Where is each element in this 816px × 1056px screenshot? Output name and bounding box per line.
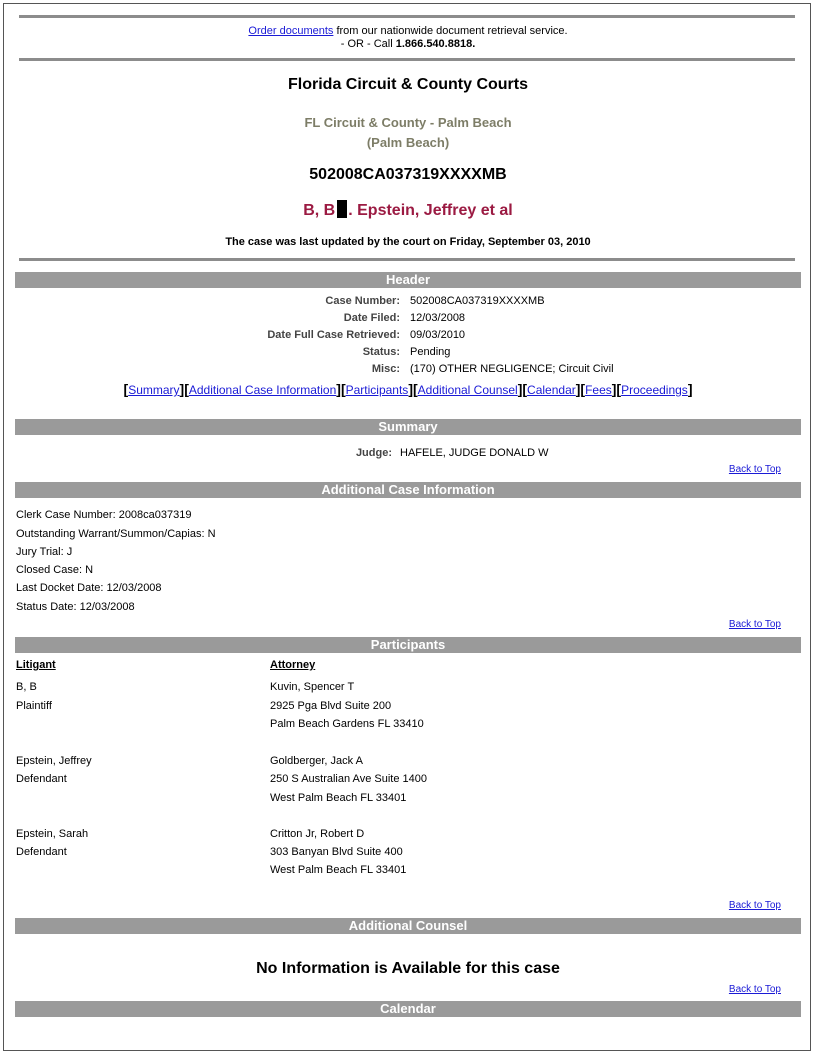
section-bar-participants: Participants [15, 637, 801, 653]
header-value: 12/03/2008 [410, 312, 466, 324]
phone-number: 1.866.540.8818. [395, 38, 476, 50]
section-bar-summary: Summary [15, 419, 801, 435]
attorney-column-header: Attorney [270, 659, 316, 671]
attorney-name: Goldberger, Jack A [270, 755, 363, 767]
info-line: Status Date: 12/03/2008 [16, 601, 135, 613]
header-label: Date Filed: [343, 312, 400, 324]
back-to-top-link[interactable]: Back to Top [728, 984, 781, 995]
court-name: Florida Circuit & County Courts [288, 76, 528, 93]
litigant-name: B, B [16, 681, 37, 693]
judge-label: Judge: [355, 447, 392, 459]
attorney-address-2: Palm Beach Gardens FL 33410 [270, 718, 424, 730]
info-line: Jury Trial: J [16, 546, 73, 558]
back-to-top-link[interactable]: Back to Top [728, 900, 781, 911]
attorney-address-1: 2925 Pga Blvd Suite 200 [270, 700, 392, 712]
header-value: 502008CA037319XXXXMB [410, 295, 545, 307]
litigant-column-header: Litigant [16, 659, 56, 671]
header-label: Case Number: [325, 295, 400, 307]
header-value: (170) OTHER NEGLIGENCE; Circuit Civil [410, 363, 614, 375]
case-caption [0, 200, 816, 220]
litigant-role: Defendant [16, 846, 67, 858]
header-value: 09/03/2010 [410, 329, 466, 341]
info-line: Last Docket Date: 12/03/2008 [16, 582, 162, 594]
section-bar-additional-counsel: Additional Counsel [15, 918, 801, 934]
court-division [0, 113, 816, 153]
order-text: from our nationwide document retrieval service. [333, 25, 568, 37]
attorney-address-1: 303 Banyan Blvd Suite 400 [270, 846, 403, 858]
litigant-role: Plaintiff [16, 700, 52, 712]
info-line: Outstanding Warrant/Summon/Capias: N [16, 528, 216, 540]
nav-additional-counsel-link[interactable]: Additional Counsel [417, 383, 518, 397]
litigant-role: Defendant [16, 773, 67, 785]
header-label: Status: [362, 346, 400, 358]
attorney-address-1: 250 S Australian Ave Suite 1400 [270, 773, 427, 785]
judge-value: HAFELE, JUDGE DONALD W [400, 447, 549, 459]
caption-right: . Epstein, Jeffrey et al [348, 202, 513, 219]
back-to-top-link[interactable]: Back to Top [728, 619, 781, 630]
order-documents-link[interactable]: Order documents [248, 25, 334, 37]
header-label: Misc: [371, 363, 400, 375]
division-line-2: (Palm Beach) [366, 135, 450, 150]
info-line: Clerk Case Number: 2008ca037319 [16, 509, 192, 521]
last-updated-note: The case was last updated by the court on Friday, September 03, 2010 [225, 236, 591, 248]
section-bar-calendar: Calendar [15, 1001, 801, 1017]
redaction-block [337, 200, 347, 218]
top-rule [19, 15, 795, 18]
nav-participants-link[interactable]: Participants [345, 383, 409, 397]
nav-calendar-link[interactable]: Calendar [527, 383, 576, 397]
header-label: Date Full Case Retrieved: [267, 329, 400, 341]
division-line-1: FL Circuit & County - Palm Beach [304, 115, 512, 130]
case-number-title: 502008CA037319XXXXMB [309, 166, 507, 183]
header-value: Pending [410, 346, 451, 358]
banner-rule [19, 58, 795, 61]
nav-fees-link[interactable]: Fees [585, 383, 612, 397]
caption-left: B, B [303, 202, 336, 219]
section-bar-additional-info: Additional Case Information [15, 482, 801, 498]
litigant-name: Epstein, Sarah [16, 828, 89, 840]
attorney-name: Kuvin, Spencer T [270, 681, 355, 693]
call-prefix: - OR - Call [340, 38, 396, 50]
nav-proceedings-link[interactable]: Proceedings [621, 383, 688, 397]
order-banner [0, 25, 816, 51]
info-line: Closed Case: N [16, 564, 94, 576]
header-rule [19, 258, 795, 261]
attorney-address-2: West Palm Beach FL 33401 [270, 864, 407, 876]
attorney-address-2: West Palm Beach FL 33401 [270, 792, 407, 804]
attorney-name: Critton Jr, Robert D [270, 828, 365, 840]
nav-additional-info-link[interactable]: Additional Case Information [188, 383, 337, 397]
litigant-name: Epstein, Jeffrey [16, 755, 92, 767]
section-bar-header: Header [15, 272, 801, 288]
no-information-message: No Information is Available for this case [256, 960, 560, 977]
back-to-top-link[interactable]: Back to Top [728, 464, 781, 475]
section-nav: [Summary][Additional Case Information][Participants][Additional Counsel][Calendar][Fees][Proceedings] [123, 381, 693, 397]
nav-summary-link[interactable]: Summary [128, 383, 180, 397]
